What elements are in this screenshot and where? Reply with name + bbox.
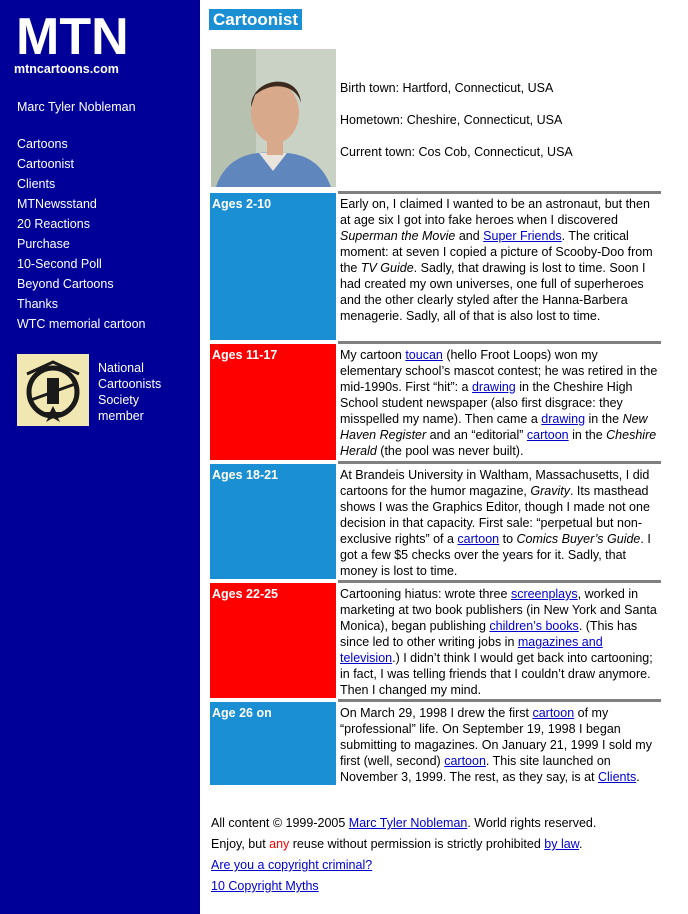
magazines-television-link[interactable]: magazines and television (340, 635, 603, 665)
age-label: Age 26 on (210, 702, 336, 785)
nav-item-20-reactions[interactable]: 20 Reactions (17, 217, 90, 231)
by-law-link[interactable]: by law (544, 837, 580, 851)
ncs-line: member (98, 409, 144, 423)
nav-item-purchase[interactable]: Purchase (17, 237, 70, 251)
nav-item-clients[interactable]: Clients (17, 177, 56, 191)
childrens-books-link[interactable]: children’s books (489, 619, 579, 633)
author-link[interactable]: Marc Tyler Nobleman (348, 816, 468, 830)
toucan-link[interactable]: toucan (405, 348, 443, 362)
mtn-logo[interactable] (14, 4, 134, 64)
age-label: Ages 11-17 (210, 344, 336, 460)
current-town: Current town: Cos Cob, Connecticut, USA (340, 145, 573, 159)
row-divider (338, 580, 661, 583)
age-label: Ages 2-10 (210, 193, 336, 340)
hometown: Hometown: Cheshire, Connecticut, USA (340, 113, 563, 127)
age-text: Early on, I claimed I wanted to be an astronaut, but then at age six I got into fake heroes when I discovered Superman the Movie and Super Friends. The critical moment: at seven I copied a picture of Scooby-Doo from the TV Guide. Sadly, that drawing is lost to time. Soon I had created my own universes, one full of superheroes and the other clearly styled after the Hanna-Barbera menagerie. Sadly, all of that is also lost to time. (340, 197, 653, 323)
row-divider (338, 699, 661, 702)
site-url: mtncartoons.com (14, 62, 119, 76)
nav-item-mtnewsstand[interactable]: MTNewsstand (17, 197, 97, 211)
drawing-link[interactable]: drawing (541, 412, 586, 426)
cartoon-link[interactable]: cartoon (444, 754, 486, 768)
copyright-myths-link[interactable]: 10 Copyright Myths (211, 879, 319, 893)
author-name[interactable]: Marc Tyler Nobleman (17, 100, 136, 114)
cartoon-link[interactable]: cartoon (532, 706, 575, 720)
age-text: Cartooning hiatus: wrote three screenplays, worked in marketing at two book publishers (in New York and Santa Monica), began publishing children’s books. (This has since led to other writing jobs in magazines and television.) I didn’t think I would get back into cartooning; in fact, I was telling friends that I couldn’t draw anymore. Then I changed my mind. (340, 587, 657, 697)
nav-item-beyond-cartoons[interactable]: Beyond Cartoons (17, 277, 114, 291)
nav-item-cartoons[interactable]: Cartoons (17, 137, 68, 151)
criminal-line (211, 857, 681, 878)
row-divider (338, 191, 661, 194)
row-divider (338, 341, 661, 344)
page-title: Cartoonist (209, 9, 302, 30)
reuse-line: Enjoy, but any reuse without permission is strictly prohibited by law. (211, 837, 583, 851)
clients-link[interactable]: Clients (598, 770, 637, 784)
author-photo (211, 49, 336, 187)
age-text: My cartoon toucan (hello Froot Loops) won my elementary school’s mascot contest; he was retired in the mid-1990s. First “hit”: a drawing in the Cheshire High School student newspaper (also first disgrace: they misspelled my name). Then came a drawing in the New Haven Register and an “editorial” cartoon in the Cheshire Herald (the pool was never built). (340, 348, 658, 458)
ncs-logo[interactable] (17, 354, 89, 426)
sidebar (0, 0, 200, 914)
nav-item-thanks[interactable]: Thanks (17, 297, 58, 311)
ncs-line: Society (98, 393, 139, 407)
nav-item-cartoonist[interactable]: Cartoonist (17, 157, 74, 171)
ncs-line: National (98, 361, 144, 375)
row-divider (338, 461, 661, 464)
cartoon-link[interactable]: cartoon (526, 428, 569, 442)
super-friends-link[interactable]: Super Friends (483, 229, 562, 243)
cartoon-link[interactable]: cartoon (457, 532, 500, 546)
age-text: At Brandeis University in Waltham, Massachusetts, I did cartoons for the humor magazine, Gravity. Its masthead shows I was the Graphics Editor, though I made not one decision in that capacity. First sale: “perpetual but non-exclusive rights” of a cartoon to Comics Buyer’s Guide. I got a few $5 checks over the years for it. Sadly, that money is lost to time. (340, 468, 651, 578)
myths-line (211, 878, 681, 899)
nav-menu (17, 136, 146, 336)
ncs-member-text (98, 360, 188, 424)
nav-item-10-second-poll[interactable]: 10-Second Poll (17, 257, 102, 271)
age-label: Ages 22-25 (210, 583, 336, 698)
copyright-criminal-link[interactable]: Are you a copyright criminal? (211, 858, 373, 872)
age-label: Ages 18-21 (210, 464, 336, 579)
ncs-line: Cartoonists (98, 377, 162, 391)
age-text: On March 29, 1998 I drew the first cartoon of my “professional” life. On September 19, 1998 I began submitting to magazines. On January 21, 1999 I sold my first (well, second) cartoon. This site launched on November 3, 1999. The rest, as they say, is at Clients. (340, 706, 652, 784)
screenplays-link[interactable]: screenplays (510, 587, 578, 601)
svg-text:MTN: MTN (16, 8, 129, 64)
footer (211, 815, 681, 899)
birth-town: Birth town: Hartford, Connecticut, USA (340, 81, 554, 95)
drawing-link[interactable]: drawing (471, 380, 516, 394)
copyright-line: All content © 1999-2005 Marc Tyler Nobleman. World rights reserved. (211, 816, 597, 830)
nav-item-wtc-memorial-cartoon[interactable]: WTC memorial cartoon (17, 317, 146, 331)
